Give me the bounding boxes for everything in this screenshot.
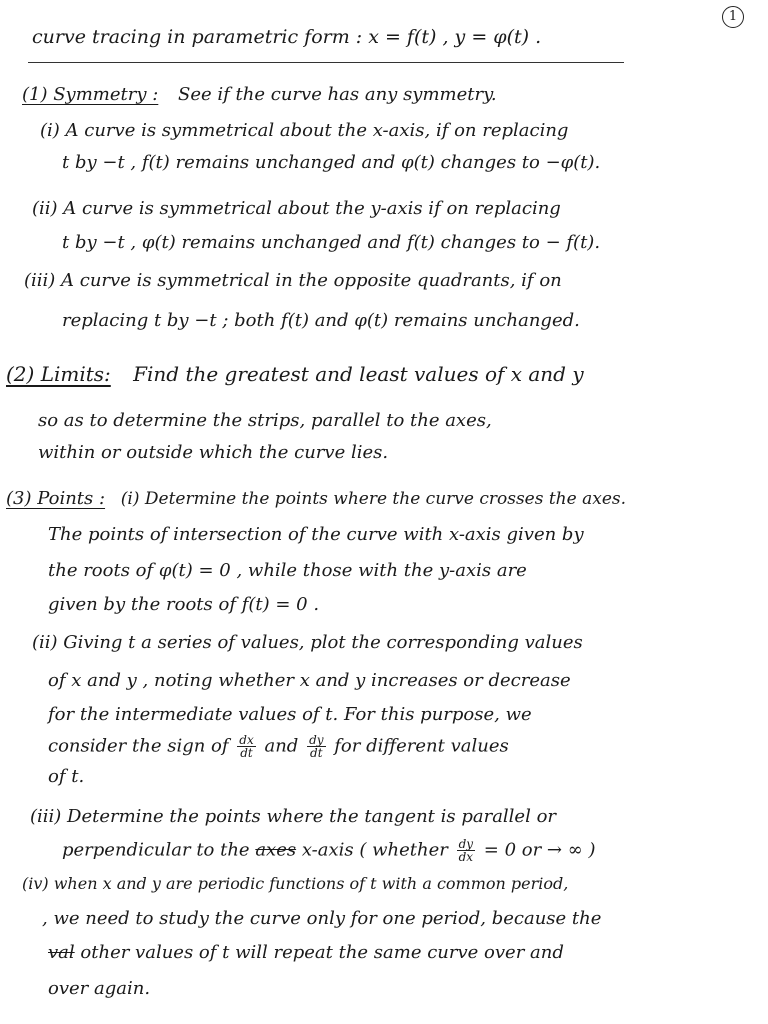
points-ii-line-5: of t.: [48, 766, 85, 787]
title-underline: [28, 62, 624, 63]
points-iv-struck-word: val: [48, 942, 75, 963]
dy-dx-denominator: dx: [458, 850, 474, 864]
symmetry-iii-line-1: (iii) A curve is symmetrical in the opposite quadrants, if on: [24, 270, 562, 291]
points-iii-line-2b: x-axis ( whether: [301, 839, 448, 861]
points-iv-line-1: (iv) when x and y are periodic functions of t with a common period,: [22, 874, 569, 893]
points-iv-line-4: over again.: [48, 978, 151, 999]
points-ii-line-1: (ii) Giving t a series of values, plot the corresponding values: [32, 632, 583, 653]
points-ii-line-4b: and: [264, 735, 299, 757]
page-title: curve tracing in parametric form : x = f(t) , y = φ(t) .: [32, 26, 542, 48]
dx-dt-numerator: dx: [239, 733, 254, 747]
symmetry-ii-line-2: t by −t , φ(t) remains unchanged and f(t) changes to − f(t).: [62, 232, 601, 253]
points-i-line-2: The points of intersection of the curve with x-axis given by: [48, 524, 584, 545]
points-ii-line-3: for the intermediate values of t. For this purpose, we: [48, 704, 532, 725]
symmetry-ii-line-1: (ii) A curve is symmetrical about the y-axis if on replacing: [32, 198, 561, 219]
dy-dt-denominator: dt: [310, 746, 323, 760]
limits-heading: (2) Limits:: [6, 362, 111, 386]
points-iv-line-3: [48, 942, 564, 963]
dy-dt-numerator: dy: [309, 733, 324, 747]
limits-line-3: within or outside which the curve lies.: [38, 442, 389, 463]
points-iv-line-3-text: other values of t will repeat the same curve over and: [80, 942, 564, 963]
symmetry-i-line-1: (i) A curve is symmetrical about the x-axis, if on replacing: [40, 120, 569, 141]
points-heading: (3) Points :: [6, 488, 106, 509]
limits-line-1: [6, 362, 584, 386]
symmetry-i-line-2: t by −t , f(t) remains unchanged and φ(t) changes to −φ(t).: [62, 152, 601, 173]
dx-dt-denominator: dt: [240, 746, 253, 760]
points-i-line-3: the roots of φ(t) = 0 , while those with the y-axis are: [48, 560, 527, 581]
points-ii-line-4: [48, 734, 509, 759]
points-ii-line-4a: consider the sign of: [48, 735, 229, 757]
points-ii-line-2: of x and y , noting whether x and y increases or decrease: [48, 670, 571, 691]
points-iii-line-1: (iii) Determine the points where the tangent is parallel or: [30, 806, 557, 827]
symmetry-intro: See if the curve has any symmetry.: [178, 84, 497, 105]
symmetry-heading-line: [22, 84, 497, 105]
points-ii-line-4c: for different values: [334, 735, 509, 757]
points-iii-line-2: [62, 838, 595, 863]
points-iii-line-2a: perpendicular to the: [62, 839, 250, 861]
dx-dt-fraction: [237, 734, 255, 759]
points-iii-line-2c: = 0 or → ∞ ): [483, 839, 596, 861]
symmetry-heading: (1) Symmetry :: [22, 84, 159, 105]
points-iv-line-2: , we need to study the curve only for one period, because the: [42, 908, 602, 929]
symmetry-iii-line-2: replacing t by −t ; both f(t) and φ(t) remains unchanged.: [62, 310, 580, 331]
page-number: 1: [722, 6, 744, 28]
limits-line-2: so as to determine the strips, parallel to the axes,: [38, 410, 492, 431]
limits-text-1: Find the greatest and least values of x and y: [133, 362, 584, 386]
points-line-1: [6, 488, 626, 509]
dy-dx-numerator: dy: [458, 837, 474, 851]
dy-dt-fraction: [307, 734, 325, 759]
dy-dx-fraction: [457, 838, 475, 863]
points-i-line-1: (i) Determine the points where the curve crosses the axes.: [120, 489, 627, 509]
points-i-line-4: given by the roots of f(t) = 0 .: [48, 594, 320, 615]
points-iii-struck-word: axes: [255, 839, 297, 861]
